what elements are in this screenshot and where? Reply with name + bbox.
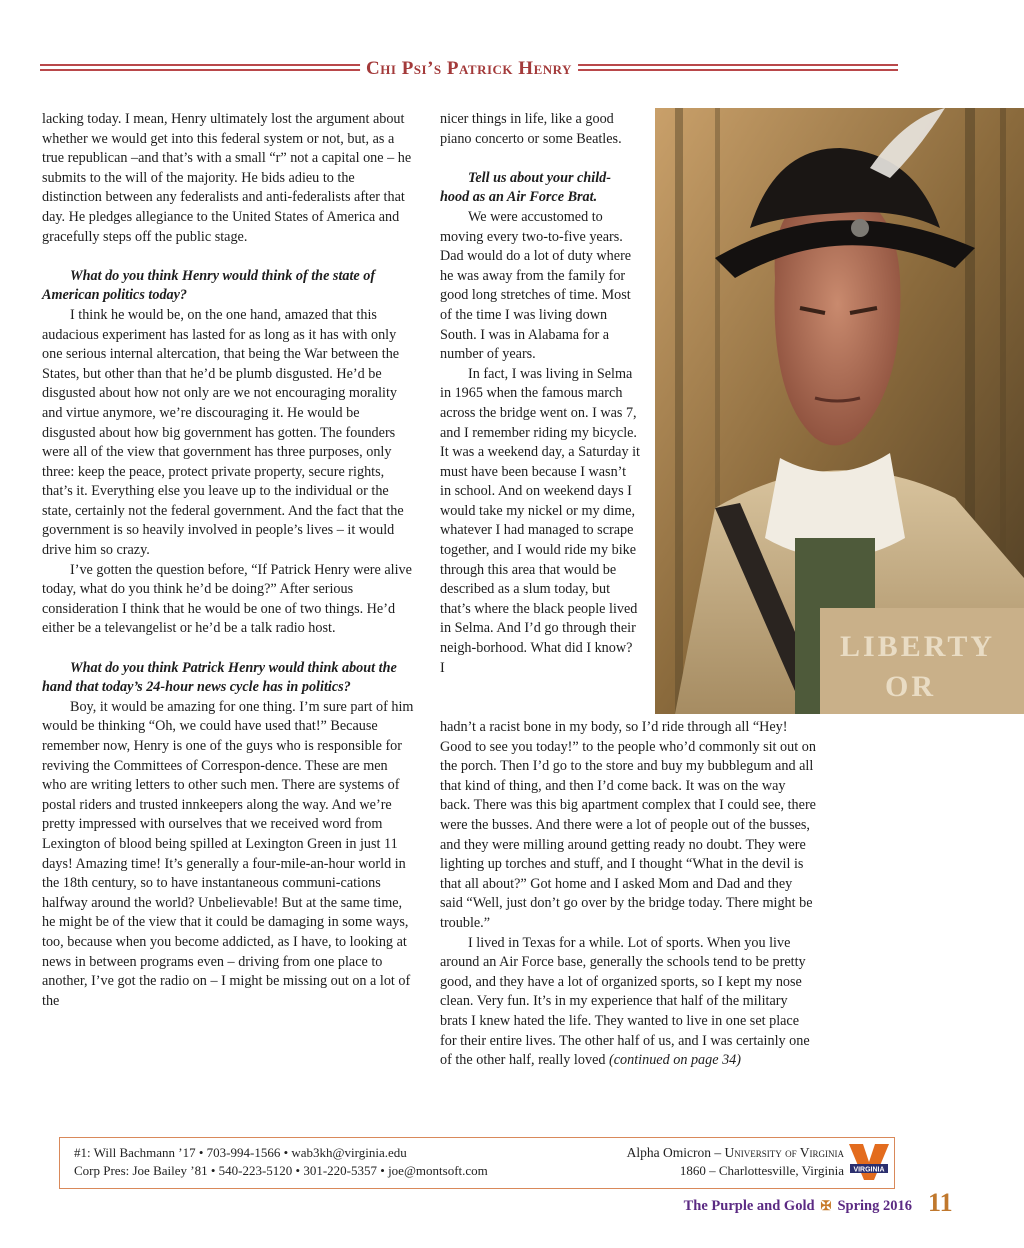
column-middle <box>440 110 640 678</box>
column-bottom <box>440 718 816 1071</box>
paragraph: Boy, it would be amazing for one thing. I’m sure part of him would be thinking “Oh, we could have used that!” Because remember now, Henry is one of the guys who is responsible for reviving the Committees of Correspon-dence. These are men who are writing letters to other such men. There are systems of postal riders and trusted innkeepers along the way. And we’re pretty impressed with ourselves that we received word from Lexington of blood being spilled at Lexington Green in just 11 days! Amazing time! It’s generally a four-mile-an-hour world in the 18th century, so to have instantaneous communi-cations halfway around the world? Unbelievable! But at the same time, he might be of the view that it could be damaging in some ways, too, because when you become addicted, as I have, to looking at news in between programs even – driving from one place to another, I’ve got the radio on – I might be missing out on a lot of the <box>42 698 414 1009</box>
column-left <box>42 110 414 1011</box>
publication-line <box>684 1198 912 1215</box>
paragraph: lacking today. I mean, Henry ultimately lost the argument about whether we would get into this federal system or not, but, as a true republican –and that’s with a small “r” not a capital one – he submits to the will of the majority. He bids adieu to the distinction between any federalists and anti-federalists after that day. He pledges allegiance to the United States of America and gracefully steps off the public stage. <box>42 111 412 245</box>
logo-text: VIRGINIA <box>853 1166 885 1174</box>
page-header <box>40 58 898 82</box>
contact-line-2: Corp Pres: Joe Bailey ’81 • 540-223-5120 • 301-220-5357 • joe@montsoft.com <box>74 1163 488 1178</box>
paragraph: We were accustomed to moving every two-to-five years. Dad would do a lot of duty where he was away from the family for good long stretches of time. Most of the time I was living down South. I was in Alabama for a number of years. <box>440 208 632 363</box>
paragraph: In fact, I was living in Selma in 1965 when the famous march across the bridge went on. I was 7, and I remember riding my bicycle. It was a weekend day, a Saturday it must have been because I wasn’t in school. And on weekend days I would take my nickel or my dime, whatever I had managed to scrape together, and I would ride my bike through this area that would be described as a slum today, but that’s where the black people lived in Selma. And I’d go through their neigh-borhood. What did I know? I <box>440 365 640 676</box>
chapter-line: Alpha Omicron – University of Virginia <box>626 1145 844 1160</box>
question-heading: What do you think Patrick Henry would think about the hand that today’s 24-hour news cycle has in politics? <box>42 659 397 696</box>
paragraph: I lived in Texas for a while. Lot of sports. When you live around an Air Force base, generally the schools tend to be pretty good, and they have a lot of organized sports, so I kept my nose clean. Very fun. It’s in my experience that half of the military brats I knew hated the life. They wanted to live in one set place for their entire lives. The other half of us, and I was certainly one of the other half, really loved (continued on page 34) <box>440 934 810 1069</box>
question-heading: What do you think Henry would think of the state of American politics today? <box>42 267 376 304</box>
contact-line-1: #1: Will Bachmann ’17 • 703-994-1566 • wab3kh@virginia.edu <box>74 1145 407 1160</box>
paragraph: hadn’t a racist bone in my body, so I’d ride through all “Hey! Good to see you today!” to the people who’d commonly sit out on the porch. Then I’d go to the store and buy my bubblegum and all that kind of thing, and then I’d come back. It was on the way back. There was this big apartment complex that I could see, there were the busses. And there were a lot of people out of the busses, and they were milling around getting ready no doubt. They were lighting up torches and stuff, and I thought “What in the devil is that all about?” Got home and I asked Mom and Dad and they said “Well, just don’t go over by the bridge today. There might be trouble.” <box>440 719 816 931</box>
page-number: 11 <box>928 1188 953 1217</box>
portrait-photo <box>655 108 1024 714</box>
paragraph: nicer things in life, like a good piano concerto or some Beatles. <box>440 111 622 147</box>
question-heading: Tell us about your child-hood as an Air Force Brat. <box>440 169 611 206</box>
continued-note: (continued on page 34) <box>609 1052 742 1069</box>
virginia-logo <box>848 1142 890 1182</box>
apron-text-1: LIBERTY <box>840 630 995 663</box>
paragraph: I’ve gotten the question before, “If Patrick Henry were alive today, what do you think he’d be doing?” After serious consideration I think that he would be one of two things. He’d either be a televangelist or he’d be a talk radio host. <box>42 561 412 637</box>
founded-line: 1860 – Charlottesville, Virginia <box>679 1163 844 1178</box>
publication-season: Spring 2016 <box>837 1198 912 1214</box>
paragraph: I think he would be, on the one hand, amazed that this audacious experiment has lasted for as long as it has with only one serious internal altercation, that being the War between the States, but other than that he’d be plumb disgusted. He’d be disgusted about how not only are we not encouraging morality and virtue anymore, we’re discouraging it. He would be disgusted about how big government has gotten. The founders were all of the view that government has three purposes, only three: keep the peace, protect private property, secure rights, that’s it. Everything else you leave up to the individual or the state, certainly not the federal government. And the fact that the government is so heavily involved in people’s lives – it would drive him so crazy. <box>42 306 404 559</box>
apron-text-2: OR <box>885 670 936 703</box>
chi-psi-emblem-icon: ✠ <box>820 1198 832 1213</box>
publication-name: The Purple and Gold <box>683 1198 815 1214</box>
header-title: Chi Psi’s Patrick Henry <box>360 58 578 80</box>
footer-contact-box <box>59 1137 895 1189</box>
